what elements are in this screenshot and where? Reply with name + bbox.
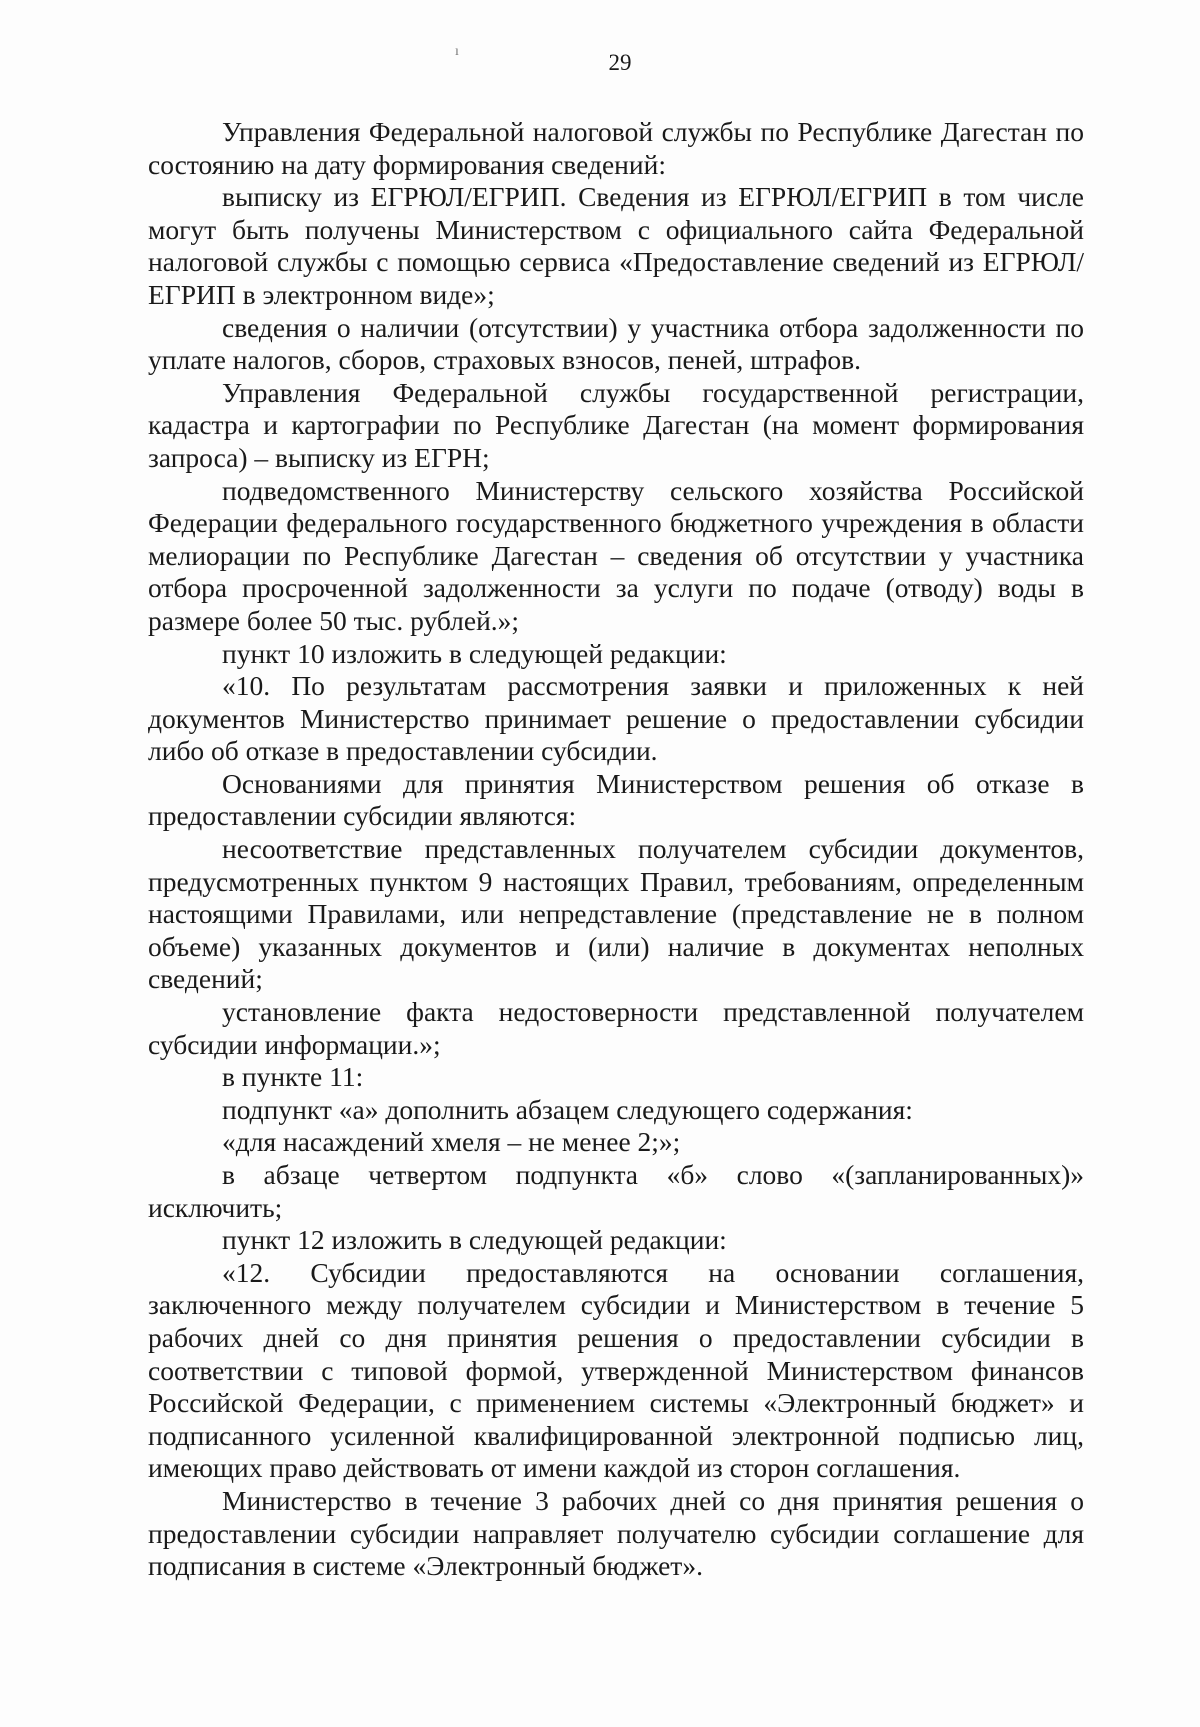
document-body (148, 116, 1084, 1583)
scan-mark: ı (455, 44, 459, 59)
paragraph: установление факта недостоверности представленной получателем субсидии информации.»; (148, 996, 1084, 1060)
paragraph: Основаниями для принятия Министерством решения об отказе в предоставлении субсидии являются: (148, 767, 1084, 832)
paragraph: Министерство в течение 3 рабочих дней со дня принятия решения о предоставлении субсидии направляет получателю субсидии соглашение для подписания в системе «Электронный бюджет». (148, 1484, 1084, 1582)
paragraph: «10. По результатам рассмотрения заявки и приложенных к ней документов Министерство принимает решение о предоставлении субсидии либо об отказе в предоставлении субсидии. (148, 670, 1084, 767)
paragraph: «12. Субсидии предоставляются на основании соглашения, заключенного между получателем субсидии и Министерством в течение 5 рабочих дней со дня принятия решения о предоставлении субсидии в соответствии с типовой формой, утвержденной Министерством финансов Российской Федерации, с применением системы «Электронный бюджет» и подписанного усиленной квалифицированной электронной подписью лиц, имеющих право действовать от имени каждой из сторон соглашения. (148, 1256, 1084, 1484)
paragraph: Управления Федеральной службы государственной регистрации, кадастра и картографии по Республике Дагестан (на момент формирования запроса) – выписку из ЕГРН; (148, 376, 1084, 473)
paragraph: «для насаждений хмеля – не менее 2;»; (222, 1126, 681, 1158)
paragraph: Управления Федеральной налоговой службы по Республике Дагестан по состоянию на дату формирования сведений: (148, 116, 1084, 180)
paragraph: сведения о наличии (отсутствии) у участника отбора задолженности по уплате налогов, сборов, страховых взносов, пеней, штрафов. (148, 311, 1084, 376)
paragraph: несоответствие представленных получателем субсидии документов, предусмотренных пунктом 9 настоящих Правил, требованиям, определенным настоящими Правилами, или непредставление (представление не в полном объеме) указанных документов и (или) наличие в документах неполных сведений; (148, 833, 1084, 995)
paragraph: выписку из ЕГРЮЛ/ЕГРИП. Сведения из ЕГРЮЛ/ЕГРИП в том числе могут быть получены Министерством с официального сайта Федеральной налоговой службы с помощью сервиса «Предоставление сведений из ЕГРЮЛ/ЕГРИП в электронном виде»; (148, 181, 1084, 310)
page-number: 29 (608, 50, 632, 75)
paragraph: подведомственного Министерству сельского хозяйства Российской Федерации федерального государственного бюджетного учреждения в области мелиорации по Республике Дагестан – сведения об отсутствии у участника отбора просроченной задолженности за услуги по подаче (отводу) воды в размере более 50 тыс. рублей.»; (148, 474, 1084, 636)
paragraph: пункт 10 изложить в следующей редакции: (222, 637, 727, 669)
paragraph: в пункте 11: (222, 1061, 364, 1093)
paragraph: в абзаце четвертом подпункта «б» слово «(запланированных)» исключить; (148, 1159, 1084, 1223)
paragraph: пункт 12 изложить в следующей редакции: (222, 1224, 727, 1256)
paragraph: подпункт «а» дополнить абзацем следующего содержания: (222, 1093, 913, 1125)
